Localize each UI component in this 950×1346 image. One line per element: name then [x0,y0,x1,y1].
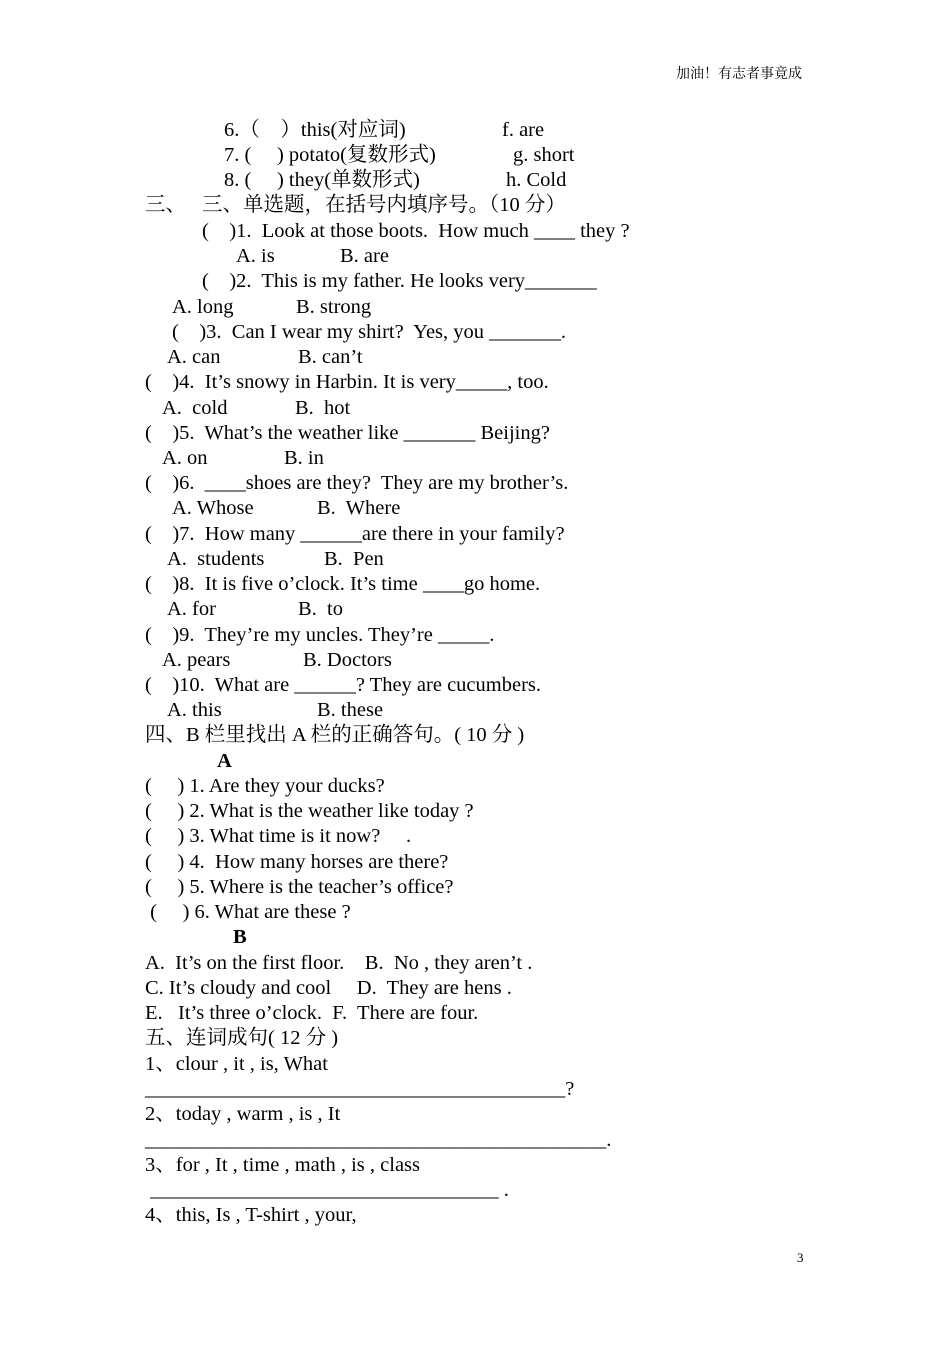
section-title-part4: 四、B 栏里找出 A 栏的正确答句。( 10 分 ) [145,724,525,746]
column-b-row: A. It’s on the first floor. B. No , they aren’t . [145,952,533,974]
question-options: A. long B. strong [172,296,372,318]
column-a-item: ( ) 3. What time is it now? . [145,825,412,847]
question-options: A. is B. are [236,245,389,267]
page-number: 3 [797,1250,804,1265]
section-title-part5: 五、连词成句( 12 分 ) [145,1027,339,1049]
header-motto: 加油！有志者事竟成 [676,67,802,82]
scrambled-words: 2、today , warm , is , It [145,1103,341,1125]
scrambled-words: 4、this, Is , T-shirt , your, [145,1204,357,1226]
matching-row: 6.（ ）this(对应词) f. are [224,119,545,141]
question-options: A. for B. to [167,598,343,620]
question-options: A. Whose B. Where [172,497,401,519]
answer-line: _________________________________________? [145,1078,575,1100]
question-text: ( )3. Can I wear my shirt? Yes, you _______. [172,321,567,343]
question-text: ( )6. ____shoes are they? They are my brother’s. [145,472,569,494]
column-a-item: ( ) 6. What are these ? [145,901,351,923]
question-text: ( )1. Look at those boots. How much ____ they ? [202,220,630,242]
question-options: A. students B. Pen [167,548,384,570]
question-text: ( )4. It’s snowy in Harbin. It is very_____, too. [145,371,549,393]
column-a-label: A [217,750,232,772]
question-text: ( )2. This is my father. He looks very_______ [202,270,597,292]
matching-row: 7. ( ) potato(复数形式) g. short [224,144,575,166]
question-text: ( )5. What’s the weather like _______ Beijing? [145,422,550,444]
question-options: A. on B. in [162,447,324,469]
section-title-part3: 三、 三、单选题，在括号内填序号。（10 分） [145,194,566,216]
question-options: A. pears B. Doctors [162,649,392,671]
answer-line: _____________________________________________. [145,1129,612,1151]
column-a-item: ( ) 2. What is the weather like today ? [145,800,474,822]
question-options: A. can B. can’t [167,346,363,368]
column-b-label: B [233,926,247,948]
question-text: ( )9. They’re my uncles. They’re _____. [145,624,495,646]
question-text: ( )10. What are ______? They are cucumbers. [145,674,541,696]
question-options: A. cold B. hot [162,397,351,419]
column-b-row: C. It’s cloudy and cool D. They are hens . [145,977,512,999]
column-a-item: ( ) 4. How many horses are there? [145,851,449,873]
column-a-item: ( ) 5. Where is the teacher’s office? [145,876,454,898]
matching-row: 8. ( ) they(单数形式) h. Cold [224,169,567,191]
column-a-item: ( ) 1. Are they your ducks? [145,775,385,797]
scrambled-words: 3、for , It , time , math , is , class [145,1154,420,1176]
column-b-row: E. It’s three o’clock. F. There are four. [145,1002,479,1024]
question-text: ( )8. It is five o’clock. It’s time ____go home. [145,573,541,595]
question-options: A. this B. these [167,699,384,721]
question-text: ( )7. How many ______are there in your family? [145,523,565,545]
scrambled-words: 1、clour , it , is, What [145,1053,328,1075]
answer-line: __________________________________ . [145,1179,509,1201]
